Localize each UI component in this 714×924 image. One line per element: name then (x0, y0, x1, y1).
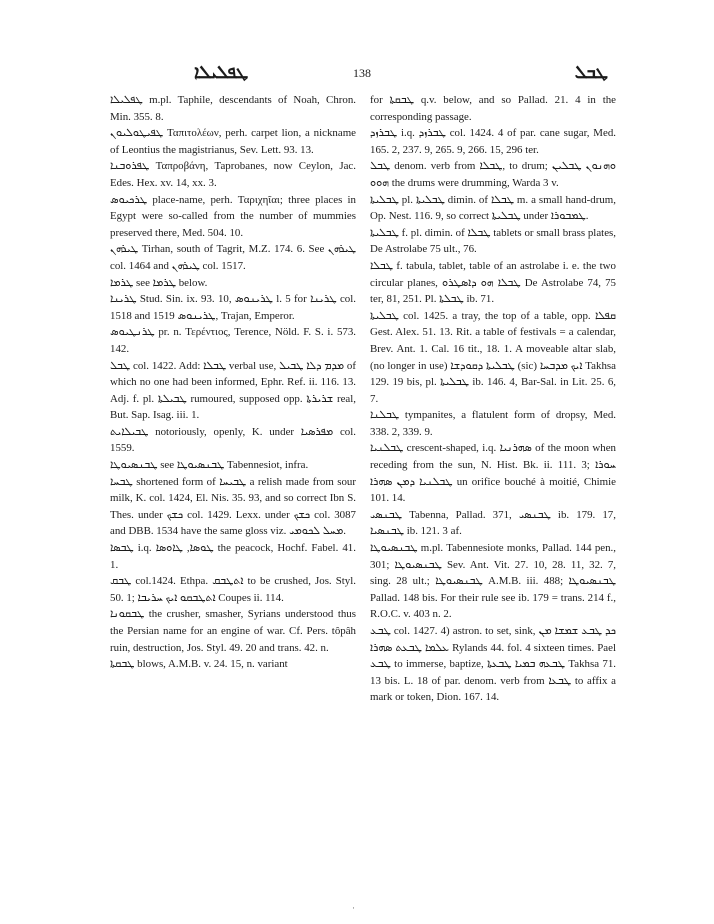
dictionary-entry: ܛܒܠܝܬܐ f. pl. dimin. of ܛܒܠܐ tablets or small brass plates, De Astrolabe 75 ult., 76. (370, 226, 616, 256)
dictionary-entry: ܛܪܢܛܝܘܣ pr. n. Τερέντιος, Terence, Nöld. F. S. i. 573. 142. (110, 326, 356, 355)
dictionary-entry: ܛܦܝܛܘܠܝܘܢ Ταπιτολέων, perh. carpet lion, a nickname of Leontius the magistrianus, Sev. Lett. 93. 13. (110, 127, 356, 156)
dictionary-entry: ܛܒܚܐ shortened form of ܛܒܝܚܐ a relish made from sour milk, K. col. 1424, El. Nis. 35. 93, and so correct Ibn S. Thes. under ܟܫܟ col. 1429. Lexx. under ܟܫܟ col. 3087 and DBB. 1534 have the same gloss viz. ܡܚܠ ܠܟܘܡܝ. (110, 475, 356, 538)
left-column (110, 92, 356, 673)
dictionary-entry: ܛܪܟܝܘܣ place-name, perh. Ταριχηῖαι; three places in Egypt were so-called from the number of mummies preserved there, Med. 504. 10. (110, 193, 356, 239)
dictionary-entry: ܛܒܣܐ i.q. ܛܘܣܐ, ܛܐܘܣܐ the peacock, Hochf. Fabel. 41. 1. (110, 542, 356, 571)
dictionary-entry: ܛܦܪܘܒܢܐ Ταπροβάνη, Taprobanes, now Ceylon, Jac. Edes. Hex. xv. 14, xx. 3. (110, 160, 356, 189)
page-number: 138 (353, 66, 371, 80)
dictionary-entry: ܛܒܠܢܝܐ crescent-shaped, i.q. ܣܗܪܢܝܐ of the moon when receding from the sun, N. Hist. Bk. ii. 111. 3; ܚܘܪܐ ܛܒܠܢܝܐ ܕܡܢ ܣܗܪܐ un orifice bouché à moitié, Chimie 101. 14. (370, 442, 616, 505)
dictionary-entry: ܛܒܪܙܕ i.q. ܛܒܪܙܕ col. 1424. 4 of par. cane sugar, Med. 165. 2, 237. 9, 265. 9, 266. 15, 296 ter. (370, 127, 616, 156)
dictionary-entry: ܛܦܠܝܠܐ m.pl. Taphile, descendants of Noah, Chron. Min. 355. 8. (110, 94, 356, 123)
dictionary-entry: ܛܒܢܣܝܘܛܐ m.pl. Tabennesiote monks, Pallad. 144 pen., 301; ܛܒܢܣܝܘܛܐ Sev. Ant. Vit. 27. 10, 28. 11, 32. 7, sing. 28 ult.; ܛܒܢܣܝܘܛܐ A.M.B. iii. 488; ܛܒܢܣܝܘܛܐ Pallad. 148 bis. For their rule see ib. 179 = trans. 214 f., R.O.C. v. 403 n. 2. (370, 542, 616, 621)
dictionary-entry: ܛܒܠ col. 1422. Add: ܛܒܠܐ verbal use, ܡܕܡ ܕܠܐ ܛܒܝܠ of which no one had been informed, Ephr. Ref. ii. 116. 13. Adj. f. pl. ܛܒܝܠܬܐ rumoured, supposed opp. ܫܪܝܪܬܐ real, But. Sap. Isag. iii. 1. (110, 359, 356, 422)
dictionary-entry: for ܛܒܩܬܐ q.v. below, and so Pallad. 21. 4 in the corresponding passage. (370, 94, 617, 123)
right-running-headword: ܛܒܠ (574, 62, 608, 82)
dictionary-entry: ܛܝܪܗܢ Tirhan, south of Tagrit, M.Z. 174. 6. See ܛܝܪܗܢ col. 1464 and ܛܝܪܗܢ col. 1517. (110, 243, 356, 272)
dictionary-entry: ܛܒܠ denom. verb from ܛܒܠܐ, to drum; ܘܗܢܘܢ ܛܒܠܝܢ ܗܘܘ the drums were drumming, Warda 3 v. (370, 160, 616, 189)
dictionary-entry: ܛܒܩܬܐ blows, A.M.B. v. 24. 15, n. variant (110, 658, 288, 671)
dictionary-entry: ܛܒܩܘܢܐ the crusher, smasher, Syrians understood thus the Persian name for an engine of war. Cf. Pers. tôpâh ruin, destruction, Jos. Styl. 49. 20 and trans. 42. n. (110, 608, 356, 654)
dictionary-entry: ܛܒܠܝܬܐ col. 1425. a tray, the top of a table, opp. ܩܦܠܐ Gest. Alex. 51. 13. Rit. a table of festivals = a calendar, Brev. Ant. 1. Cal. 16 tit., 18. 1. A moveable altar slab, (no longer in use) ܛܒܠܝܬܐ ܕܩܘܕܫܐ (sic) ܐܝܟ ܡܕܒܚܐ Takhsa 129. 19 bis, pl. ܛܒܠܝܬܐ ib. 146. 4, Bar-Sal. in Lit. 25. 6, 7. (370, 309, 617, 405)
dictionary-entry: ܛܒܩ col.1424. Ethpa. ܐܬܛܒܩ to be crushed, Jos. Styl. 50. 1; ܐܬܛܒܩܘ ܐܝܟ ܚܪܝܒܐ Coupes ii. 114. (110, 575, 356, 604)
right-column (370, 92, 616, 706)
dictionary-entry: ܛܒܢܣܝܘܛܐ see ܛܒܢܣܝܘܛܐ Tabennesiot, infra. (110, 459, 309, 472)
dictionary-entry: ܛܒܠܐ f. tabula, tablet, table of an astrolabe i. e. the two circular planes, ܛܒܠܐ ܗܘ ܕܐܣܛܪܘ De Astrolabe 74, 75 ter, 81, 251. Pl. ܛܒܠܬܐ ib. 71. (370, 259, 616, 306)
dictionary-entry: ܛܒܠܝܬܐ pl. ܛܒܠܝܬܐ dimin. of ܛܒܠܐ m. a small hand-drum, Op. Nest. 116. 9, so correct ܛܒܠܝܬܐ under ܛܡܒܘܪܐ. (370, 193, 616, 223)
page-header (108, 62, 608, 92)
dictionary-entry: ܛܒܝܠܐܝܬ notoriously, openly, K. under ܡܦܪܣܝܐ col. 1559. (110, 425, 356, 455)
dictionary-entry: ܛܒܠܢܐ tympanites, a flatulent form of dropsy, Med. 338. 2, 339. 9. (370, 409, 616, 438)
dictionary-entry: ܛܪܡܐ see ܛܪܡܐ below. (110, 276, 208, 289)
dictionary-entry: ܛܒܥ col. 1427. 4) astron. to set, sink, ܟܕ ܛܒܥ ܫܡܫܐ ܡܢ ܥܠܡܐ ܛܒܥܬ ܣܗܪܐ Rylands 44. fol. 4 sixteen times. Pael ܛܒܥ to immerse, baptize, ܛܒܥܗ ܒܡܝܐ ܛܒܥܬܐ Takhsa 71. 13 bis. L. 18 of par. denom. verb from ܛܒܥܐ to affix a mark or token, Dion. 167. 14. (370, 625, 617, 704)
dictionary-entry: ܛܪܝܢܐ Stud. Sin. ix. 93. 10, ܛܪܝܢܘܣ l. 5 for ܛܪܝܢܐ col. 1518 and ܛܪܝܢܘܣ 1519, Trajan, Emperor. (110, 293, 356, 322)
left-running-headword: ܛܦܠܝܠܐ (194, 62, 249, 82)
footer-mark: · (352, 903, 355, 913)
dictionary-entry: ܛܒܢܣܝ Tabenna, Pallad. 371, ܛܒܢܣܝ ib. 179. 17, ܛܒܢܣܝܐ ib. 121. 3 af. (370, 508, 616, 538)
